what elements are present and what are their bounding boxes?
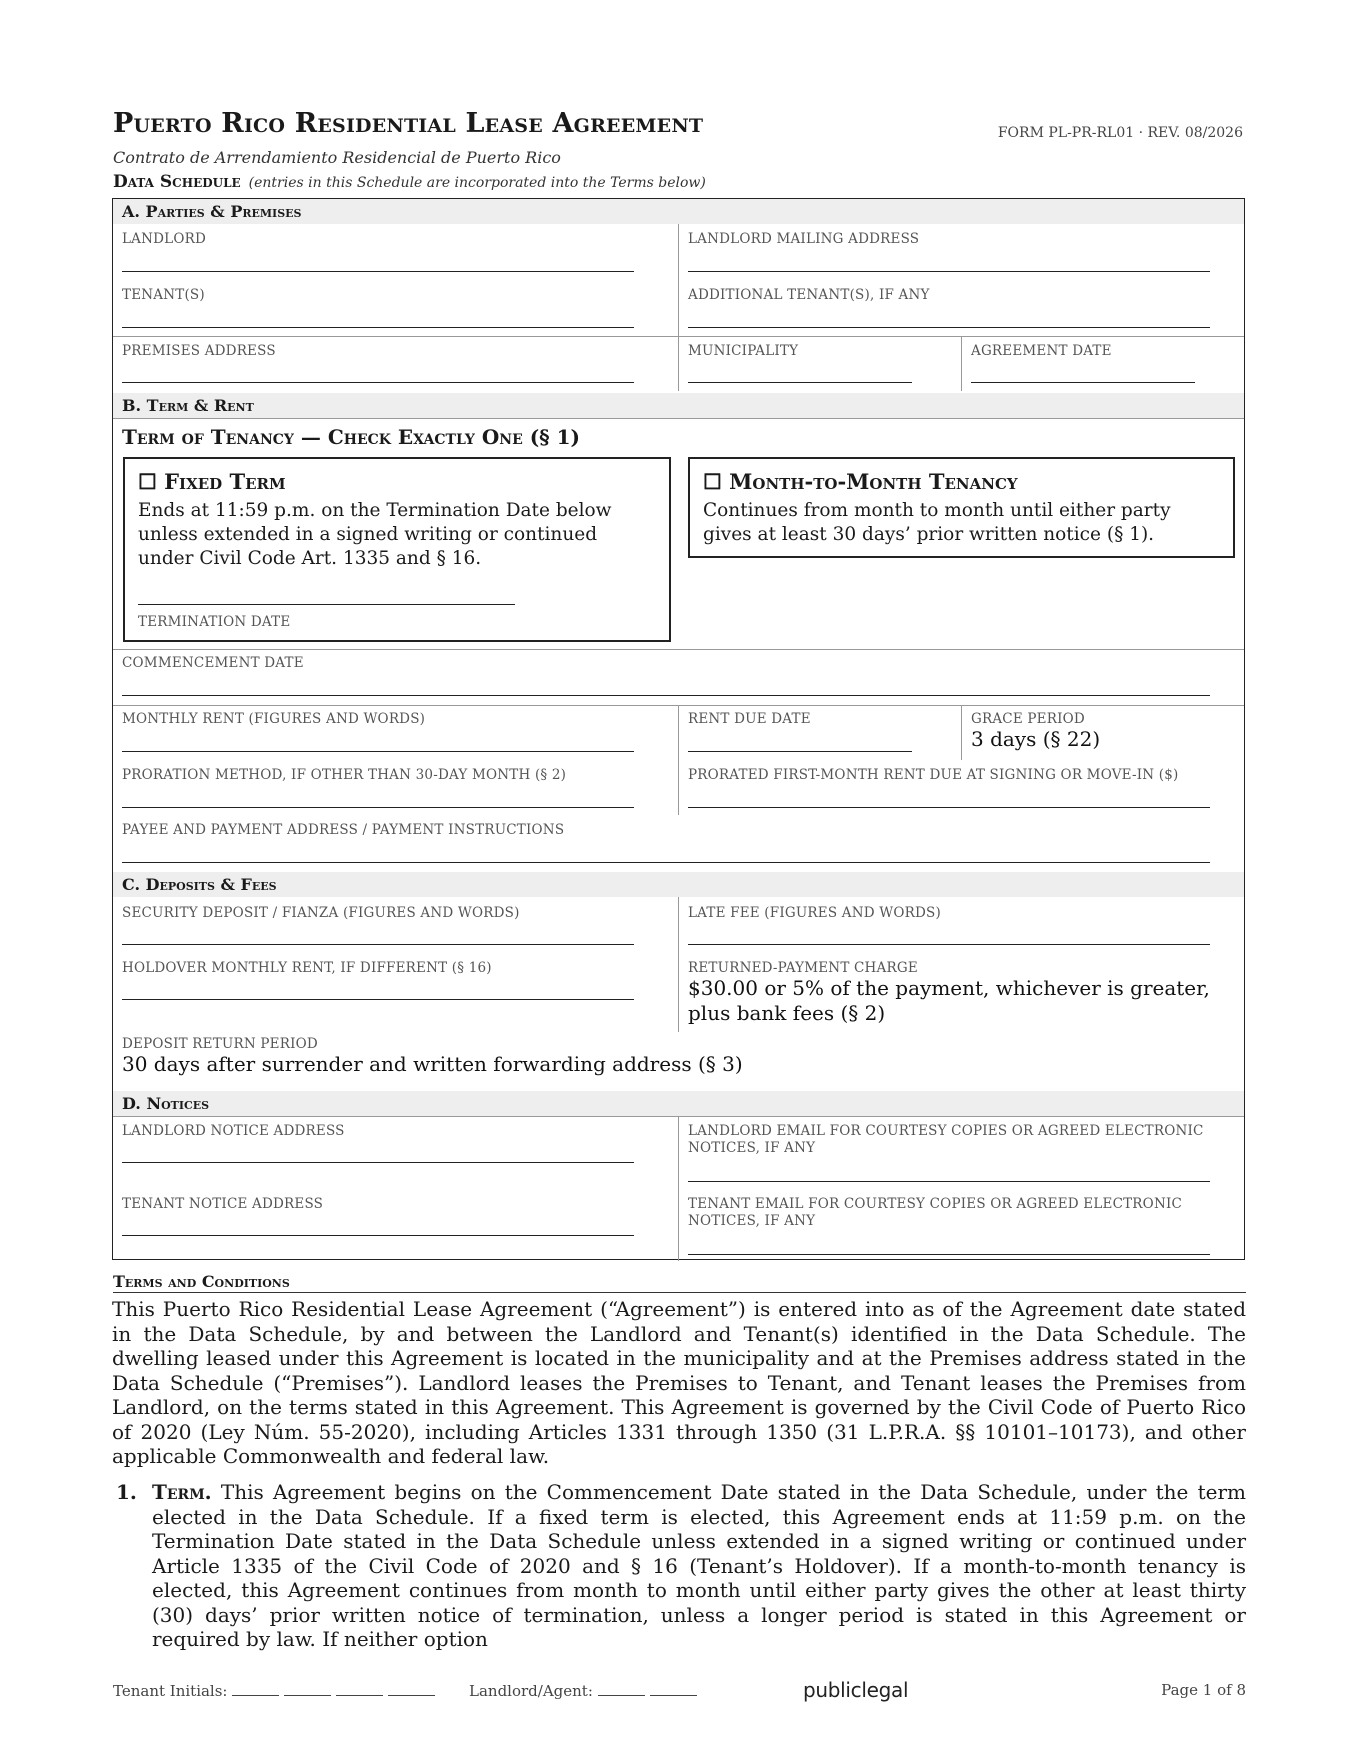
- terms-intro-paragraph: This Puerto Rico Residential Lease Agreement (“Agreement”) is entered into as of the Agreement date stated in the Data Schedule, by and between the Landlord and Tenant(s) identified in the Data Schedule. The dwelling leased under this Agreement is located in the municipality and at the Premises address stated in the Data Schedule (“Premises”). Landlord leases the Premises to Tenant, and Tenant leases the Premises from Landlord, on the terms stated in this Agreement. This Agreement is governed by the Civil Code of Puerto Rico of 2020 (Ley Núm. 55-2020), including Articles 1331 through 1350 (31 L.P.R.A. §§ 10101–10173), and other applicable Commonwealth and federal law.: [112, 1297, 1246, 1468]
- monthly-rent-field[interactable]: [122, 751, 634, 752]
- section-1-term: [112, 1480, 1246, 1652]
- landlord-address-field[interactable]: [688, 271, 1210, 272]
- term-of-tenancy-heading: Term of Tenancy — Check Exactly One (§ 1): [122, 425, 580, 449]
- initials-blank[interactable]: [650, 1681, 697, 1696]
- tenant-initials: [113, 1681, 435, 1700]
- proration-method-field[interactable]: [122, 807, 634, 808]
- month-to-month-description: Continues from month to month until either party gives at least 30 days’ prior written notice (§ 1).: [703, 500, 1171, 545]
- landlord-agent-label: Landlord/Agent:: [469, 1682, 593, 1700]
- prorated-rent-label: PRORATED FIRST-MONTH RENT DUE AT SIGNING OR MOVE-IN ($): [688, 767, 1179, 783]
- column-divider: [678, 1116, 679, 1261]
- section-number: 1.: [116, 1480, 137, 1504]
- page-number: Page 1 of 8: [1161, 1681, 1246, 1699]
- holdover-rent-field[interactable]: [122, 999, 634, 1000]
- municipality-field[interactable]: [688, 382, 912, 383]
- fixed-term-title: ☐ Fixed Term: [138, 469, 286, 494]
- payee-label: PAYEE AND PAYMENT ADDRESS / PAYMENT INSTRUCTIONS: [122, 822, 565, 838]
- agreement-date-label: AGREEMENT DATE: [971, 343, 1112, 359]
- premises-address-field[interactable]: [122, 382, 634, 383]
- data-schedule-note: (entries in this Schedule are incorporated into the Terms below): [248, 175, 706, 191]
- monthly-rent-label: MONTHLY RENT (FIGURES AND WORDS): [122, 711, 426, 727]
- landlord-initials: [469, 1681, 697, 1700]
- additional-tenants-field[interactable]: [688, 327, 1210, 328]
- termination-date-label: TERMINATION DATE: [138, 614, 291, 630]
- section-body: This Agreement begins on the Commencement Date stated in the Data Schedule, under the term elected in the Data Schedule. If a fixed term is elected, this Agreement ends at 11:59 p.m. on the Termination Date stated in the Data Schedule unless extended in a signed writing or continued under Article 1335 of the Civil Code of 2020 and § 16 (Tenant’s Holdover). If a month-to-month tenancy is elected, this Agreement continues from month to month until either party gives the other at least thirty (30) days’ prior written notice of termination, unless a longer period is stated in this Agreement or required by law. If neither option: [152, 1480, 1246, 1651]
- form-number: FORM PL-PR-RL01 · REV. 08/2026: [997, 125, 1243, 141]
- column-divider: [961, 705, 962, 760]
- document-subtitle: Contrato de Arrendamiento Residencial de Puerto Rico: [113, 148, 561, 167]
- security-deposit-field[interactable]: [122, 944, 634, 945]
- grace-period-label: GRACE PERIOD: [971, 711, 1085, 727]
- data-schedule-title: Data Schedule: [113, 172, 241, 192]
- grace-period-value: 3 days (§ 22): [971, 727, 1101, 751]
- late-fee-label: LATE FEE (FIGURES AND WORDS): [688, 905, 941, 921]
- rent-due-date-field[interactable]: [688, 751, 912, 752]
- column-divider: [678, 760, 679, 815]
- payee-field[interactable]: [122, 862, 1210, 863]
- rent-due-date-label: RENT DUE DATE: [688, 711, 811, 727]
- municipality-label: MUNICIPALITY: [688, 343, 799, 359]
- landlord-address-label: LANDLORD MAILING ADDRESS: [688, 231, 920, 247]
- data-schedule-table: [112, 198, 1245, 1260]
- commencement-date-field[interactable]: [122, 695, 1210, 696]
- data-schedule-heading: [113, 172, 706, 192]
- returned-payment-label: RETURNED-PAYMENT CHARGE: [688, 960, 918, 976]
- tenants-field[interactable]: [122, 327, 634, 328]
- deposit-return-value: 30 days after surrender and written forwarding address (§ 3): [122, 1052, 743, 1076]
- initials-blank[interactable]: [284, 1681, 331, 1696]
- terms-heading: Terms and Conditions: [113, 1272, 1246, 1293]
- tenants-label: TENANT(S): [122, 287, 205, 303]
- security-deposit-label: SECURITY DEPOSIT / FIANZA (FIGURES AND WORDS): [122, 905, 520, 921]
- fixed-term-option[interactable]: [123, 457, 671, 642]
- landlord-email-field[interactable]: [688, 1181, 1210, 1182]
- landlord-email-label: LANDLORD EMAIL FOR COURTESY COPIES OR AGREED ELECTRONIC NOTICES, IF ANY: [688, 1123, 1204, 1156]
- column-divider: [678, 705, 679, 760]
- initials-blank[interactable]: [336, 1681, 383, 1696]
- landlord-notice-field[interactable]: [122, 1162, 634, 1163]
- section-a-header: A. Parties & Premises: [113, 199, 1244, 224]
- row-divider: [113, 649, 1244, 650]
- deposit-return-label: DEPOSIT RETURN PERIOD: [122, 1036, 318, 1052]
- column-divider: [961, 336, 962, 391]
- tenant-initials-label: Tenant Initials:: [113, 1682, 228, 1700]
- section-title: Term.: [152, 1480, 212, 1504]
- premises-address-label: PREMISES ADDRESS: [122, 343, 276, 359]
- tenant-notice-field[interactable]: [122, 1235, 634, 1236]
- page-footer: [113, 1678, 1246, 1705]
- proration-method-label: PRORATION METHOD, IF OTHER THAN 30-DAY MONTH (§ 2): [122, 767, 567, 783]
- column-divider: [678, 897, 679, 1032]
- tenant-email-field[interactable]: [688, 1254, 1210, 1255]
- tenant-notice-label: TENANT NOTICE ADDRESS: [122, 1196, 324, 1212]
- initials-blank[interactable]: [598, 1681, 645, 1696]
- column-divider: [678, 336, 679, 391]
- agreement-date-field[interactable]: [971, 382, 1195, 383]
- tenant-email-label: TENANT EMAIL FOR COURTESY COPIES OR AGREED ELECTRONIC NOTICES, IF ANY: [688, 1196, 1183, 1229]
- landlord-notice-label: LANDLORD NOTICE ADDRESS: [122, 1123, 345, 1139]
- termination-date-field[interactable]: [138, 604, 515, 605]
- landlord-field[interactable]: [122, 271, 634, 272]
- initials-blank[interactable]: [232, 1681, 279, 1696]
- section-b-header: B. Term & Rent: [113, 393, 1244, 418]
- fixed-term-description: Ends at 11:59 p.m. on the Termination Date below unless extended in a signed writing or continued under Civil Code Art. 1335 and § 16.: [138, 500, 612, 569]
- column-divider: [678, 224, 679, 349]
- initials-blank[interactable]: [388, 1681, 435, 1696]
- late-fee-field[interactable]: [688, 944, 1210, 945]
- commencement-date-label: COMMENCEMENT DATE: [122, 655, 304, 671]
- document-title: Puerto Rico Residential Lease Agreement: [113, 108, 704, 139]
- prorated-rent-field[interactable]: [688, 807, 1210, 808]
- additional-tenants-label: ADDITIONAL TENANT(S), IF ANY: [688, 287, 930, 303]
- holdover-rent-label: HOLDOVER MONTHLY RENT, IF DIFFERENT (§ 16): [122, 960, 492, 976]
- section-c-header: C. Deposits & Fees: [113, 872, 1244, 897]
- row-divider: [113, 418, 1244, 419]
- section-d-header: D. Notices: [113, 1091, 1244, 1116]
- returned-payment-value: $30.00 or 5% of the payment, whichever is greater, plus bank fees (§ 2): [688, 976, 1210, 1025]
- publiclegal-logo: publiclegal: [803, 1678, 909, 1702]
- month-to-month-title: ☐ Month-to-Month Tenancy: [703, 469, 1018, 494]
- landlord-label: LANDLORD: [122, 231, 206, 247]
- month-to-month-option[interactable]: [688, 457, 1235, 558]
